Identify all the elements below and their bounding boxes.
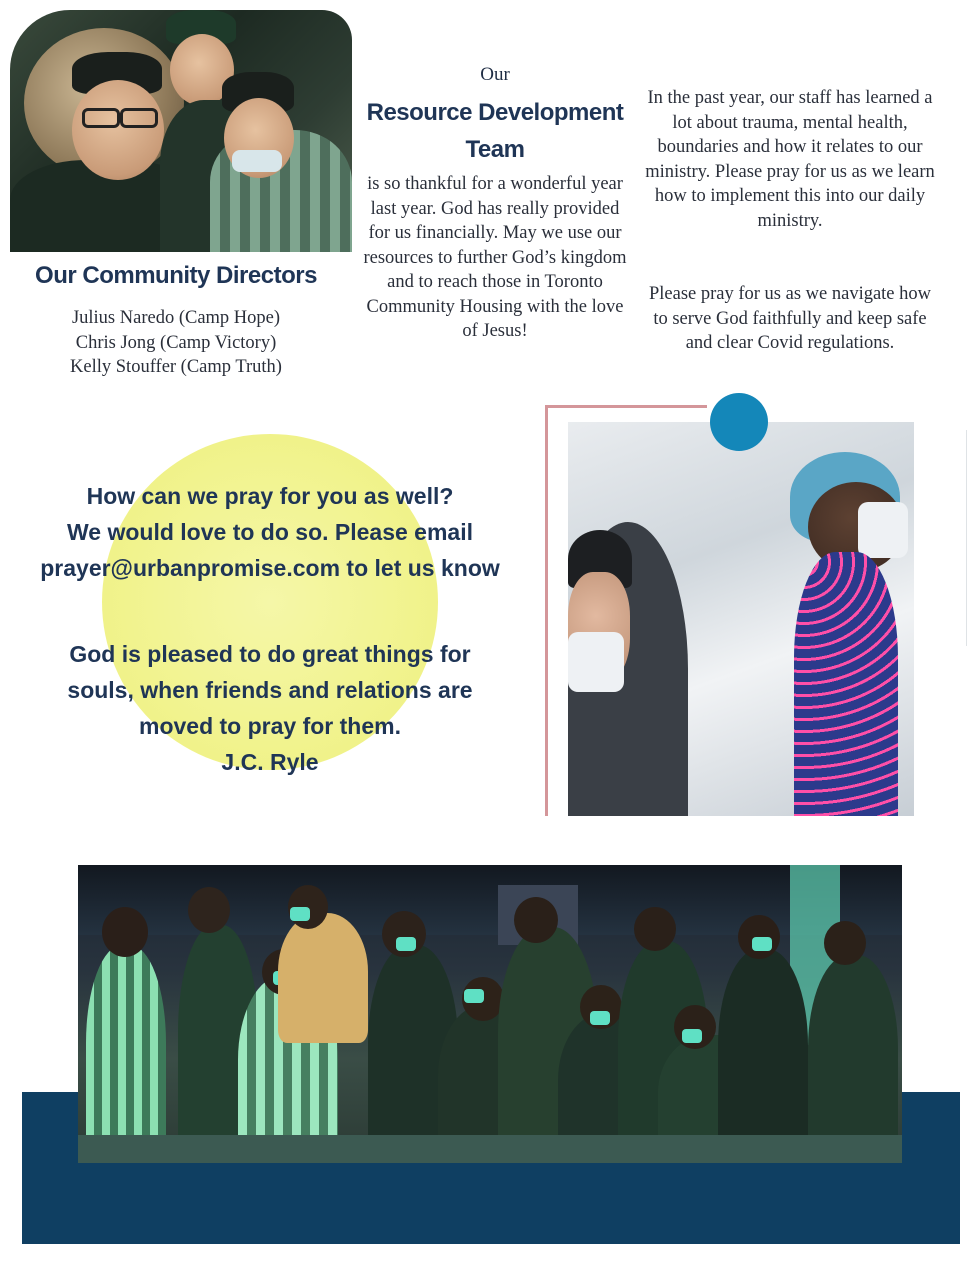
resource-team-heading-line1: Resource Development [366, 99, 624, 126]
resource-team-heading [360, 94, 630, 168]
prayer-quote [40, 636, 500, 780]
photo-person [278, 913, 368, 1043]
photo-mask-right [858, 502, 908, 558]
photo-person [86, 945, 166, 1163]
mask-icon [590, 1011, 610, 1025]
prayer-email[interactable]: prayer@urbanpromise.com to let us know [40, 555, 500, 581]
glasses-icon [82, 108, 120, 128]
directors-heading: Our Community Directors [35, 262, 317, 289]
snow-photo [568, 422, 914, 816]
prayer-request [40, 478, 500, 586]
director-name: Julius Naredo (Camp Hope) [71, 308, 281, 328]
frame-line-vertical [545, 408, 548, 816]
director-name: Chris Jong (Camp Victory) [75, 332, 277, 353]
photo-snowsuit [794, 552, 898, 816]
quote-author: J.C. Ryle [221, 749, 319, 775]
face-left [72, 80, 164, 180]
mask-icon [290, 907, 310, 921]
mask-icon [682, 1029, 702, 1043]
photo-person [718, 949, 808, 1163]
mask-icon [396, 937, 416, 951]
director-name: Kelly Stouffer (Camp Truth) [70, 357, 282, 377]
mask-icon [752, 937, 772, 951]
prayer-request-line2: We would love to do so. Please email [66, 519, 473, 545]
frame-line-horizontal [545, 405, 707, 408]
blue-dot-decoration [710, 393, 768, 451]
resource-team-body: is so thankful for a wonderful year last year. God has really provided for us financially. May we use our resources to further God’s kingdom and to reach those in Toronto Community Housing with the love of Jesus! [363, 174, 627, 341]
photo-head [102, 907, 148, 957]
photo-head [824, 921, 866, 965]
group-photo [78, 865, 902, 1163]
mask-icon [464, 989, 484, 1003]
staff-note: In the past year, our staff has learned a lot about trauma, mental health, boundaries and how it relates to our ministry. Please pray for us as we learn how to implement this into our daily ministry. [645, 88, 935, 231]
photo-head [634, 907, 676, 951]
directors-list [10, 306, 342, 380]
resource-team-intro: Our [480, 64, 510, 85]
directors-photo [10, 10, 352, 252]
photo-person [808, 955, 898, 1163]
photo-ground [78, 1135, 902, 1163]
photo-mask-left [568, 632, 624, 692]
photo-head [188, 887, 230, 933]
covid-note: Please pray for us as we navigate how to serve God faithfully and keep safe and clear Covid regulations. [648, 284, 932, 353]
prayer-request-line1: How can we pray for you as well? [86, 483, 454, 509]
face-mask [232, 150, 282, 172]
glasses-icon [120, 108, 158, 128]
quote-text: God is pleased to do great things for souls, when friends and relations are moved to pray for them. [67, 641, 473, 739]
divider-line [966, 430, 967, 646]
photo-head [514, 897, 558, 943]
resource-team-heading-line2: Team [465, 136, 525, 163]
